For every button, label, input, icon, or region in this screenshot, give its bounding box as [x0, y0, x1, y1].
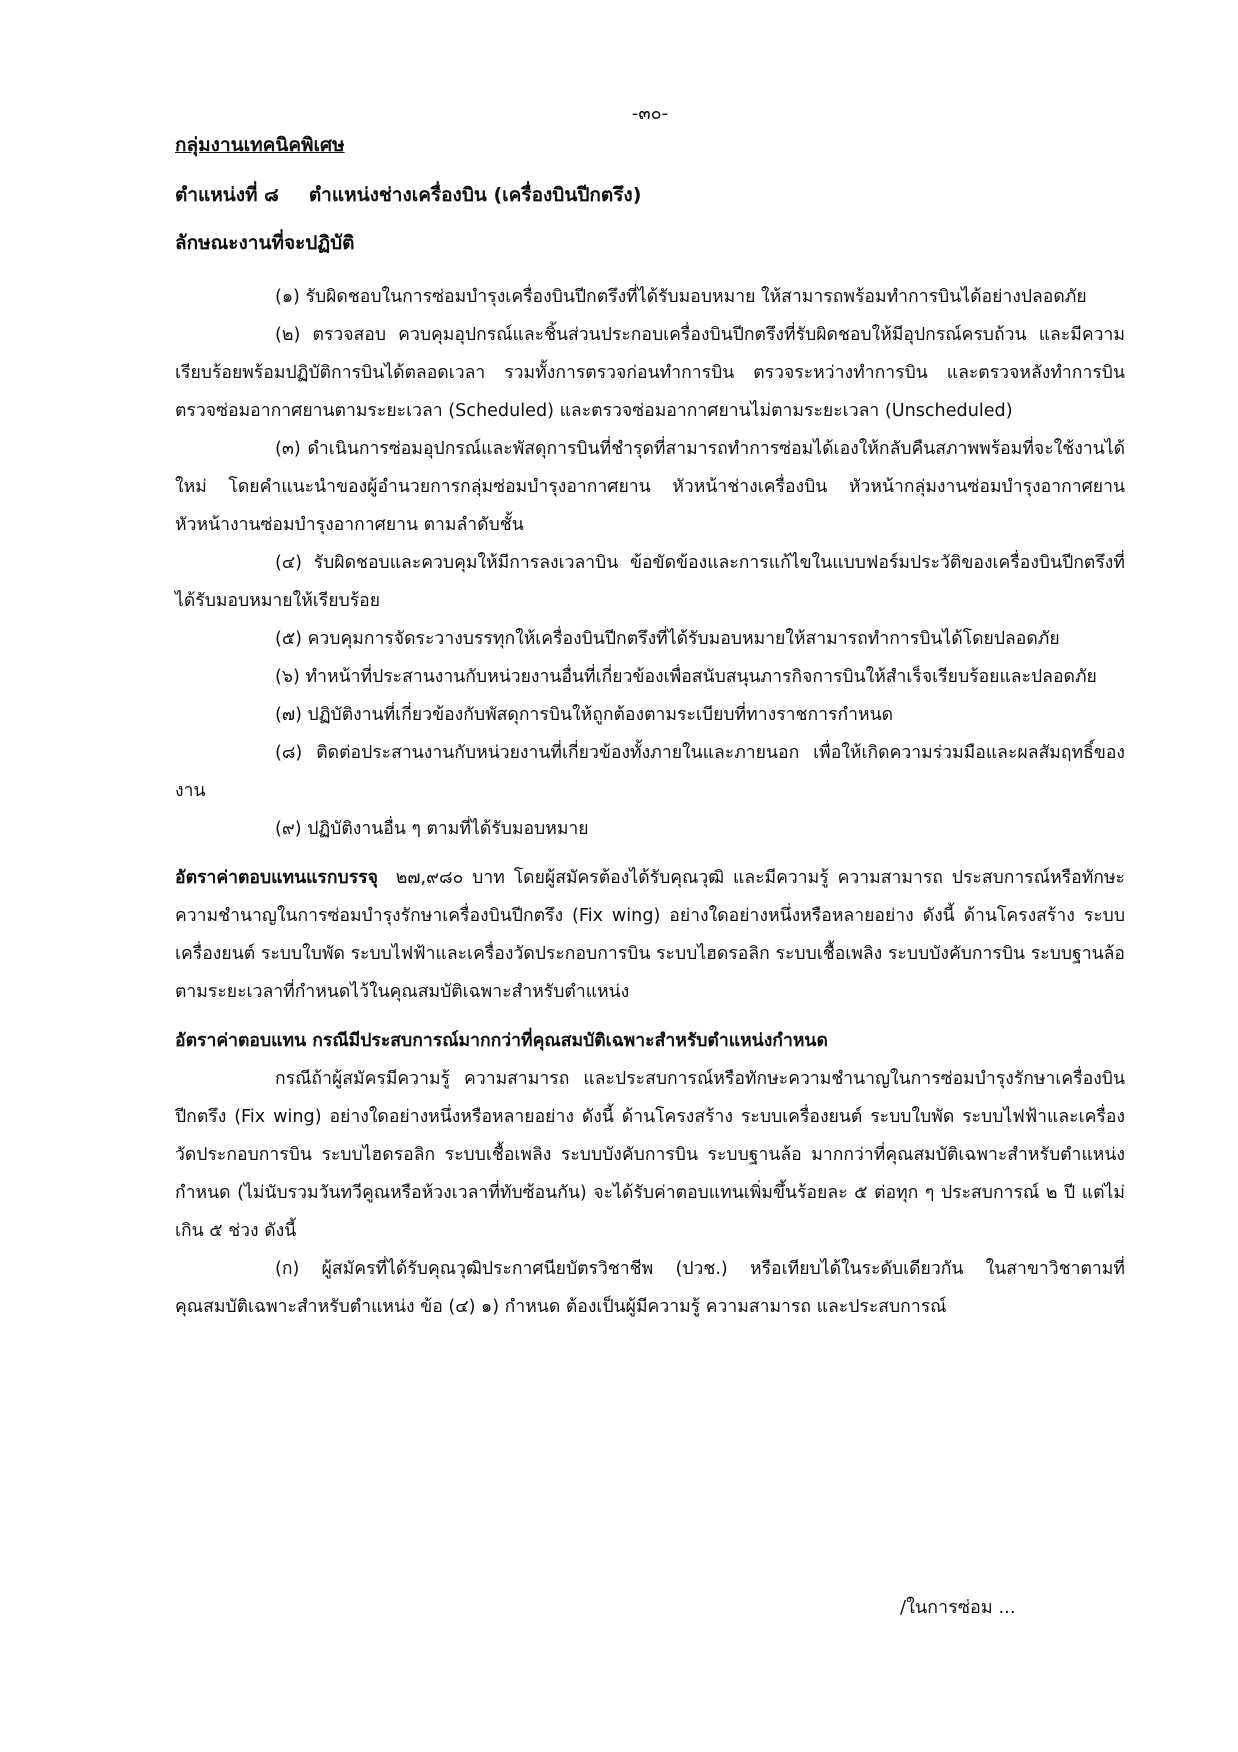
starting-pay-text: ๒๗,๙๘๐ บาท โดยผู้สมัครต้องได้รับคุณวุฒิ และมีความรู้ ความสามารถ ประสบการณ์หรือทักษะความชำนาญในการซ่อมบำรุงรักษาเครื่องบินปีกตรึง (Fix wing) อย่างใดอย่างหนึ่งหรือหลายอย่าง ดังนี้ ด้านโครงสร้าง ระบบเครื่องยนต์ ระบบใบพัด ระบบไฟฟ้าและเครื่องวัดประกอบการบิน ระบบไฮดรอลิก ระบบเชื้อเพลิง ระบบบังคับการบิน ระบบฐานล้อ ตามระยะเวลาที่กำหนดไว้ในคุณสมบัติเฉพาะสำหรับตำแหน่ง [175, 868, 1125, 1002]
document-body [175, 278, 1125, 1326]
page-number: -๓๐- [631, 103, 669, 124]
experience-pay-heading: อัตราค่าตอบแทน กรณีมีประสบการณ์มากกว่าที่คุณสมบัติเฉพาะสำหรับตำแหน่งกำหนด [175, 1031, 828, 1051]
duty-item: (๒) ตรวจสอบ ควบคุมอุปกรณ์และชิ้นส่วนประกอบเครื่องบินปีกตรึงที่รับผิดชอบให้มีอุปกรณ์ครบถ้วน และมีความเรียบร้อยพร้อมปฏิบัติการบินได้ตลอดเวลา รวมทั้งการตรวจก่อนทำการบิน ตรวจระหว่างทำการบิน และตรวจหลังทำการบิน ตรวจซ่อมอากาศยานตามระยะเวลา (Scheduled) และตรวจซ่อมอากาศยานไม่ตามระยะเวลา (Unscheduled) [175, 325, 1125, 421]
duty-item: (๙) ปฏิบัติงานอื่น ๆ ตามที่ได้รับมอบหมาย [275, 819, 589, 839]
duty-item: (๖) ทำหน้าที่ประสานงานกับหน่วยงานอื่นที่เกี่ยวข้องเพื่อสนับสนุนภารกิจการบินให้สำเร็จเรียบร้อยและปลอดภัย [275, 667, 1097, 687]
duty-item: (๓) ดำเนินการซ่อมอุปกรณ์และพัสดุการบินที่ชำรุดที่สามารถทำการซ่อมได้เองให้กลับคืนสภาพพร้อมที่จะใช้งานได้ใหม่ โดยคำแนะนำของผู้อำนวยการกลุ่มซ่อมบำรุงอากาศยาน หัวหน้าช่างเครื่องบิน หัวหน้ากลุ่มงานซ่อมบำรุงอากาศยาน หัวหน้างานซ่อมบำรุงอากาศยาน ตามลำดับชั้น [175, 439, 1125, 535]
duty-item: (๕) ควบคุมการจัดระวางบรรทุกให้เครื่องบินปีกตรึงที่ได้รับมอบหมายให้สามารถทำการบินได้โดยปลอดภัย [275, 629, 1060, 649]
section-title: กลุ่มงานเทคนิคพิเศษ [175, 134, 345, 156]
duty-item: (๔) รับผิดชอบและควบคุมให้มีการลงเวลาบิน ข้อขัดข้องและการแก้ไขในแบบฟอร์มประวัติของเครื่องบินปีกตรึงที่ได้รับมอบหมายให้เรียบร้อย [175, 553, 1125, 611]
experience-pay-item-a: (ก) ผู้สมัครที่ได้รับคุณวุฒิประกาศนียบัตรวิชาชีพ (ปวช.) หรือเทียบได้ในระดับเดียวกัน ในสาขาวิชาตามที่คุณสมบัติเฉพาะสำหรับตำแหน่ง ข้อ (๔) ๑) กำหนด ต้องเป็นผู้มีความรู้ ความสามารถ และประสบการณ์ [175, 1259, 1125, 1317]
starting-pay-label: อัตราค่าตอบแทนแรกบรรจุ [175, 868, 378, 888]
duty-item: (๑) รับผิดชอบในการซ่อมบำรุงเครื่องบินปีกตรึงที่ได้รับมอบหมาย ให้สามารถพร้อมทำการบินได้อย่างปลอดภัย [275, 287, 1087, 307]
duty-item: (๗) ปฏิบัติงานที่เกี่ยวข้องกับพัสดุการบินให้ถูกต้องตามระเบียบที่ทางราชการกำหนด [275, 705, 894, 725]
position-title: ตำแหน่งช่างเครื่องบิน (เครื่องบินปีกตรึง) [308, 184, 642, 206]
continuation-note: /ในการซ่อม ... [900, 1597, 1016, 1618]
experience-pay-paragraph: กรณีถ้าผู้สมัครมีความรู้ ความสามารถ และประสบการณ์หรือทักษะความชำนาญในการซ่อมบำรุงรักษาเครื่องบินปีกตรึง (Fix wing) อย่างใดอย่างหนึ่งหรือหลายอย่าง ดังนี้ ด้านโครงสร้าง ระบบเครื่องยนต์ ระบบใบพัด ระบบไฟฟ้าและเครื่องวัดประกอบการบิน ระบบไฮดรอลิก ระบบเชื้อเพลิง ระบบบังคับการบิน ระบบฐานล้อ มากกว่าที่คุณสมบัติเฉพาะสำหรับตำแหน่งกำหนด (ไม่นับรวมวันทวีคูณหรือห้วงเวลาที่ทับซ้อนกัน) จะได้รับค่าตอบแทนเพิ่มขึ้นร้อยละ ๕ ต่อทุก ๆ ประสบการณ์ ๒ ปี แต่ไม่เกิน ๕ ช่วง ดังนี้ [175, 1069, 1125, 1241]
duty-item: (๘) ติดต่อประสานงานกับหน่วยงานที่เกี่ยวข้องทั้งภายในและภายนอก เพื่อให้เกิดความร่วมมือและผลสัมฤทธิ์ของงาน [175, 743, 1125, 801]
position-label: ตำแหน่งที่ ๘ [175, 184, 279, 206]
position-heading [175, 180, 641, 210]
duties-heading: ลักษณะงานที่จะปฏิบัติ [175, 232, 355, 254]
starting-pay-paragraph [175, 859, 1125, 1011]
